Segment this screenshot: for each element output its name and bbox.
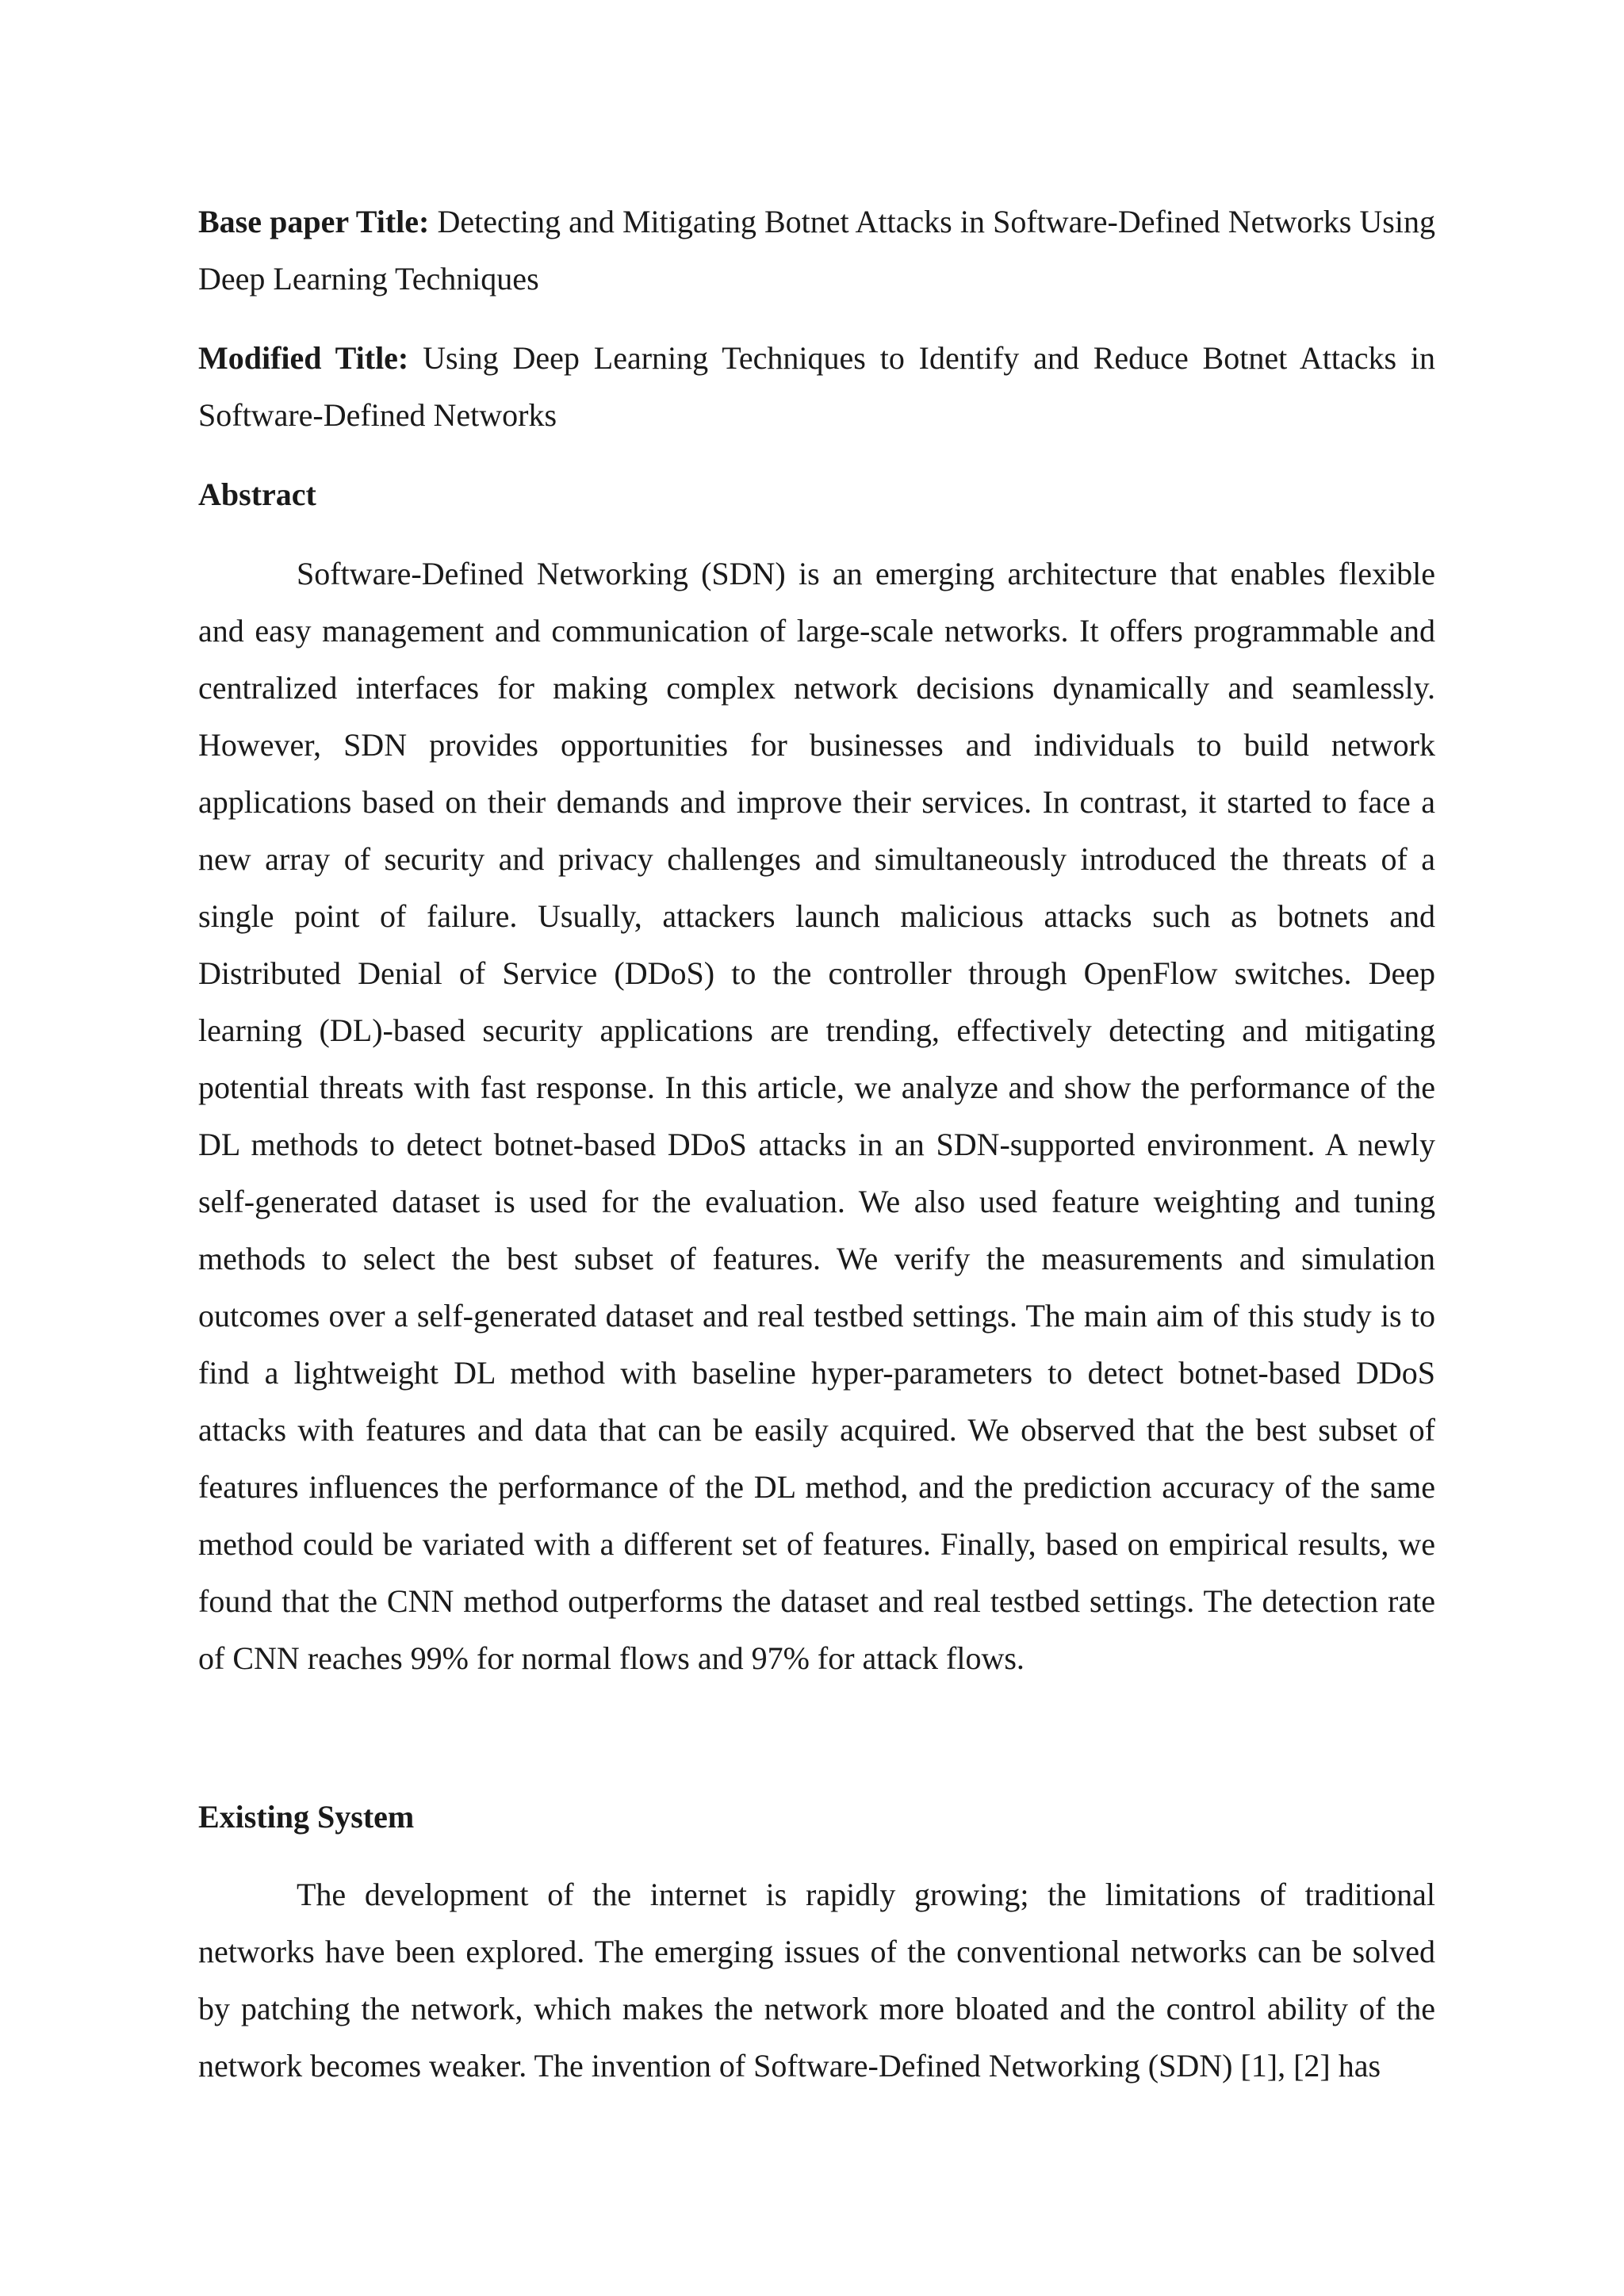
modified-title bbox=[198, 330, 1435, 444]
base-paper-title bbox=[198, 193, 1435, 308]
existing-system-heading: Existing System bbox=[198, 1799, 415, 1835]
modified-title-label: Modified Title: bbox=[198, 340, 409, 376]
existing-system-body: The development of the internet is rapidly growing; the limitations of traditional networks have been explored. The emerging issues of the conventional networks can be solved by patching the network, which makes the network more bloated and the control ability of the network becomes weaker. The invention of Software-Defined Networking (SDN) [1], [2] has bbox=[198, 1877, 1435, 2084]
base-paper-title-label: Base paper Title: bbox=[198, 204, 430, 239]
document-content bbox=[198, 193, 1435, 2095]
abstract-body: Software-Defined Networking (SDN) is an emerging architecture that enables flexible and easy management and communication of large-scale networks. It offers programmable and centralized interfaces for making complex network decisions dynamically and seamlessly. However, SDN provides opportunities for businesses and individuals to build network applications based on their demands and improve their services. In contrast, it started to face a new array of security and privacy challenges and simultaneously introduced the threats of a single point of failure. Usually, attackers launch malicious attacks such as botnets and Distributed Denial of Service (DDoS) to the controller through OpenFlow switches. Deep learning (DL)-based security applications are trending, effectively detecting and mitigating potential threats with fast response. In this article, we analyze and show the performance of the DL methods to detect botnet-based DDoS attacks in an SDN-supported environment. A newly self-generated dataset is used for the evaluation. We also used feature weighting and tuning methods to select the best subset of features. We verify the measurements and simulation outcomes over a self-generated dataset and real testbed settings. The main aim of this study is to find a lightweight DL method with baseline hyper-parameters to detect botnet-based DDoS attacks with features and data that can be easily acquired. We observed that the best subset of features influences the performance of the DL method, and the prediction accuracy of the same method could be variated with a different set of features. Finally, based on empirical results, we found that the CNN method outperforms the dataset and real testbed settings. The detection rate of CNN reaches 99% for normal flows and 97% for attack flows. bbox=[198, 556, 1435, 1676]
modified-title-text: Using Deep Learning Techniques to Identify and Reduce Botnet Attacks in Software-Defined Networks bbox=[198, 340, 1435, 433]
abstract-heading: Abstract bbox=[198, 476, 316, 512]
base-paper-title-text: Detecting and Mitigating Botnet Attacks in Software-Defined Networks Using Deep Learning Techniques bbox=[198, 204, 1435, 297]
